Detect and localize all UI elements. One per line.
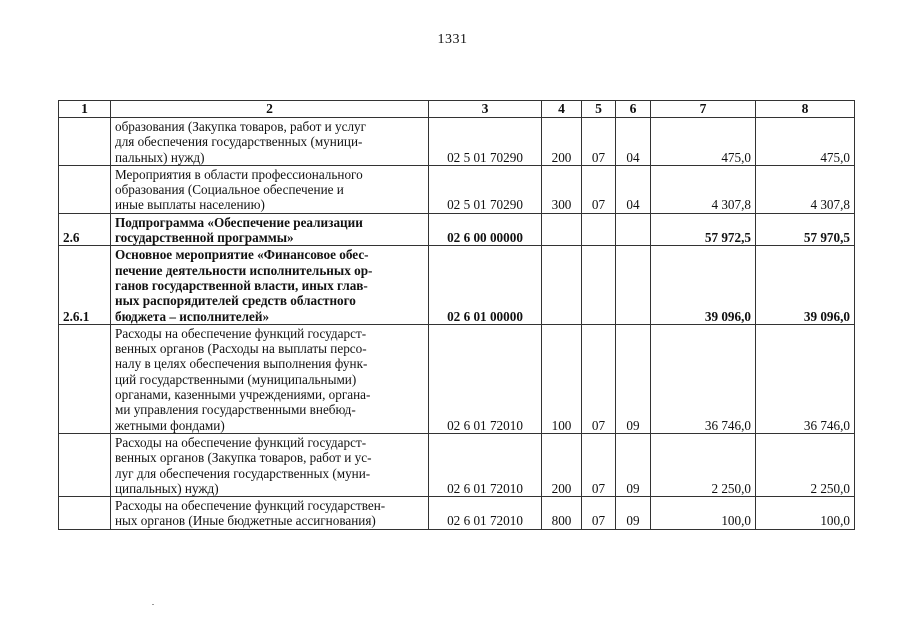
expense-type: 200 xyxy=(542,118,582,166)
header-row xyxy=(59,101,855,118)
amount-col8: 4 307,8 xyxy=(756,165,855,213)
target-code: 02 6 01 00000 xyxy=(429,246,542,324)
description-line: государственной программы» xyxy=(115,230,294,246)
description-line: ных органов (Иные бюджетные ассигнования) xyxy=(115,513,376,529)
section-code: 07 xyxy=(582,324,616,433)
subsection-code: 04 xyxy=(616,118,651,166)
description-line: иные выплаты населению) xyxy=(115,197,265,213)
description-line: Расходы на обеспечение функций государст- xyxy=(115,325,367,341)
header-cell-6: 6 xyxy=(616,101,651,118)
target-code: 02 6 01 72010 xyxy=(429,324,542,433)
expense-type: 200 xyxy=(542,433,582,496)
description-line: Основное мероприятие «Финансовое обес- xyxy=(115,247,369,263)
expense-type: 800 xyxy=(542,497,582,530)
subsection-code: 09 xyxy=(616,497,651,530)
header-cell-4: 4 xyxy=(542,101,582,118)
description-line: Расходы на обеспечение функций государствен- xyxy=(115,498,386,514)
amount-col8: 36 746,0 xyxy=(756,324,855,433)
scan-speck xyxy=(152,604,154,605)
header-cell-1: 1 xyxy=(59,101,111,118)
description-line: луг для обеспечения государственных (муни- xyxy=(115,465,371,481)
target-code: 02 6 01 72010 xyxy=(429,497,542,530)
row-number xyxy=(59,497,111,530)
header-cell-5: 5 xyxy=(582,101,616,118)
amount-col8: 57 970,5 xyxy=(756,213,855,246)
description-line: венных органов (Расходы на выплаты персо- xyxy=(115,341,367,357)
description-line: ных распорядителей средств областного xyxy=(115,293,356,309)
description-line: печение деятельности исполнительных ор- xyxy=(115,262,373,278)
expense-type xyxy=(542,246,582,324)
amount-col7: 475,0 xyxy=(651,118,756,166)
target-code: 02 6 01 72010 xyxy=(429,433,542,496)
description-line: венных органов (Закупка товаров, работ и ус- xyxy=(115,450,372,466)
row-description xyxy=(111,497,429,530)
section-code: 07 xyxy=(582,433,616,496)
description-line: ганов государственной власти, иных глав- xyxy=(115,277,368,293)
table-row xyxy=(59,118,855,166)
subsection-code: 04 xyxy=(616,165,651,213)
amount-col7: 4 307,8 xyxy=(651,165,756,213)
description-line: Расходы на обеспечение функций государст- xyxy=(115,434,367,450)
target-code: 02 5 01 70290 xyxy=(429,118,542,166)
description-line: ми управления государственными внебюд- xyxy=(115,402,356,418)
table-row xyxy=(59,213,855,246)
amount-col7: 100,0 xyxy=(651,497,756,530)
table-row xyxy=(59,497,855,530)
description-line: ций государственными (муниципальными) xyxy=(115,371,357,387)
table-row xyxy=(59,246,855,324)
expense-type: 100 xyxy=(542,324,582,433)
table-row xyxy=(59,433,855,496)
description-line: Подпрограмма «Обеспечение реализации xyxy=(115,214,363,230)
description-line: пальных) нужд) xyxy=(115,149,205,165)
description-line: жетными фондами) xyxy=(115,417,225,433)
target-code: 02 6 00 00000 xyxy=(429,213,542,246)
row-description xyxy=(111,165,429,213)
row-description xyxy=(111,246,429,324)
amount-col7: 39 096,0 xyxy=(651,246,756,324)
header-cell-2: 2 xyxy=(111,101,429,118)
row-number xyxy=(59,118,111,166)
amount-col8: 475,0 xyxy=(756,118,855,166)
section-code: 07 xyxy=(582,118,616,166)
expense-type: 300 xyxy=(542,165,582,213)
section-code: 07 xyxy=(582,165,616,213)
description-line: образования (Закупка товаров, работ и услуг xyxy=(115,119,367,134)
row-number: 2.6 xyxy=(59,213,111,246)
target-code: 02 5 01 70290 xyxy=(429,165,542,213)
subsection-code xyxy=(616,213,651,246)
amount-col7: 57 972,5 xyxy=(651,213,756,246)
row-number xyxy=(59,165,111,213)
expense-type xyxy=(542,213,582,246)
amount-col8: 2 250,0 xyxy=(756,433,855,496)
table-row xyxy=(59,324,855,433)
header-cell-8: 8 xyxy=(756,101,855,118)
description-line: образования (Социальное обеспечение и xyxy=(115,182,344,198)
description-line: органами, казенными учреждениями, органа- xyxy=(115,387,371,403)
description-line: налу в целях обеспечения выполнения функ- xyxy=(115,356,368,372)
row-number xyxy=(59,324,111,433)
section-code: 07 xyxy=(582,497,616,530)
row-description xyxy=(111,213,429,246)
page-number: 1331 xyxy=(437,32,468,47)
section-code xyxy=(582,246,616,324)
row-number xyxy=(59,433,111,496)
subsection-code: 09 xyxy=(616,324,651,433)
subsection-code: 09 xyxy=(616,433,651,496)
description-line: ципальных) нужд) xyxy=(115,480,219,496)
amount-col7: 2 250,0 xyxy=(651,433,756,496)
row-description xyxy=(111,118,429,166)
amount-col8: 100,0 xyxy=(756,497,855,530)
description-line: Мероприятия в области профессионального xyxy=(115,166,363,182)
description-line: для обеспечения государственных (муници- xyxy=(115,134,363,150)
budget-table xyxy=(58,100,855,530)
amount-col7: 36 746,0 xyxy=(651,324,756,433)
subsection-code xyxy=(616,246,651,324)
section-code xyxy=(582,213,616,246)
amount-col8: 39 096,0 xyxy=(756,246,855,324)
table-row xyxy=(59,165,855,213)
row-number: 2.6.1 xyxy=(59,246,111,324)
header-cell-7: 7 xyxy=(651,101,756,118)
header-cell-3: 3 xyxy=(429,101,542,118)
row-description xyxy=(111,324,429,433)
description-line: бюджета – исполнителей» xyxy=(115,308,270,324)
row-description xyxy=(111,433,429,496)
